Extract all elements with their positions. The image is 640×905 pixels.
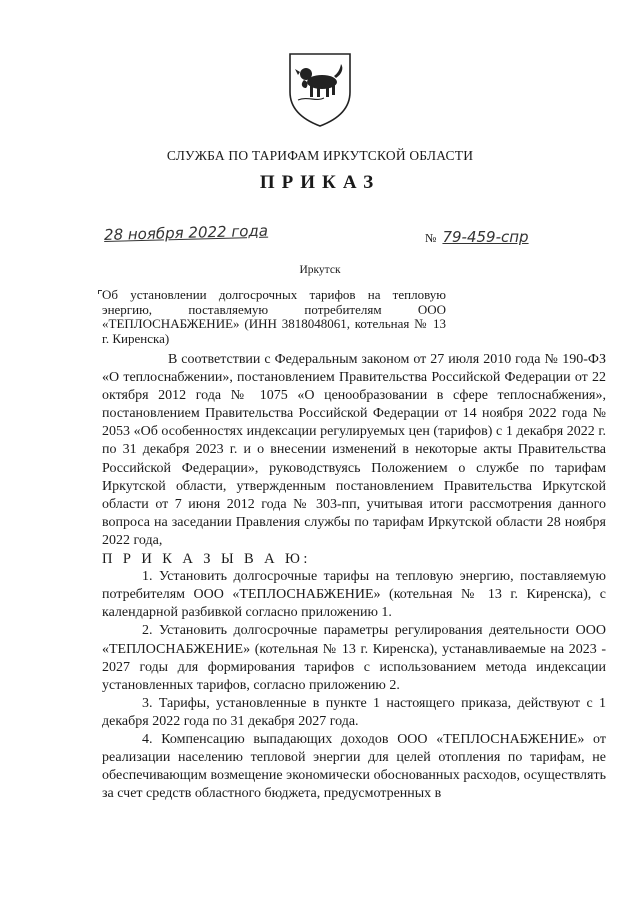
order-item-1: 1. Установить долгосрочные тарифы на тепловую энергию, поставляемую потребителям ООО «ТЕПЛОСНАБЖЕНИЕ» (котельная № 13 г. Киренска), с календарной разбивкой согласно приложению 1. xyxy=(102,569,606,621)
order-heading: П Р И К А З Ы В А Ю: xyxy=(102,551,311,568)
corner-bracket-mark xyxy=(98,290,102,294)
handwritten-number: 79-459-спр xyxy=(442,228,529,246)
organization-name: СЛУЖБА ПО ТАРИФАМ ИРКУТСКОЙ ОБЛАСТИ xyxy=(166,148,474,163)
order-item-3: 3. Тарифы, установленные в пункте 1 настоящего приказа, действуют с 1 декабря 2022 года по 31 декабря 2027 года. xyxy=(102,695,606,729)
number-sign: № xyxy=(425,231,437,245)
handwritten-date: 28 ноября 2022 года xyxy=(103,221,269,244)
preamble-paragraph: В соответствии с Федеральным законом от 27 июля 2010 года № 190-ФЗ «О теплоснабжении», постановлением Правительства Российской Федерации от 22 октября 2012 года № 1075 «О ценообразовании в сфере теплоснабжения», постановлением Правительства Российской Федерации от 14 ноября 2022 года № 2053 «Об особенностях индексации регулируемых цен (тарифов) с 1 декабря 2022 г. по 31 декабря 2023 г. и о внесении изменений в некоторые акты Правительства Российской Федерации», руководствуясь Положением о службе по тарифам Иркутской области, утвержденным постановлением Правительства Иркутской области от 7 июня 2012 года № 303-пп, учитывая итоги рассмотрения данного вопроса на заседании Правления службы по тарифам Иркутской области 28 ноября 2022 года, xyxy=(102,352,606,548)
order-item-2: 2. Установить долгосрочные параметры регулирования деятельности ООО «ТЕПЛОСНАБЖЕНИЕ» (котельная № 13 г. Киренска), устанавливаемые на 2023 - 2027 годы для формирования тарифов с использованием метода индексации установленных тарифов, согласно приложению 2. xyxy=(102,623,606,693)
document-number xyxy=(425,228,529,247)
order-item-4: 4. Компенсацию выпадающих доходов ООО «ТЕПЛОСНАБЖЕНИЕ» от реализации населению тепловой энергии для целей отопления по тарифам, не обеспечивающим возмещение экономически обоснованных расходов, осуществлять за счет средств областного бюджета, предусмотренных в xyxy=(102,731,606,802)
document-subject xyxy=(102,288,446,346)
document-body xyxy=(102,351,606,803)
document-type-title: ПРИКАЗ xyxy=(259,172,381,193)
city-name: Иркутск xyxy=(299,264,341,276)
subject-text: Об установлении долгосрочных тарифов на тепловую энергию, поставляемую потребителям ООО «ТЕПЛОСНАБЖЕНИЕ» (ИНН 3818048061, котельная № 13 г. Киренска) xyxy=(102,287,446,346)
coat-of-arms-icon xyxy=(284,48,356,128)
